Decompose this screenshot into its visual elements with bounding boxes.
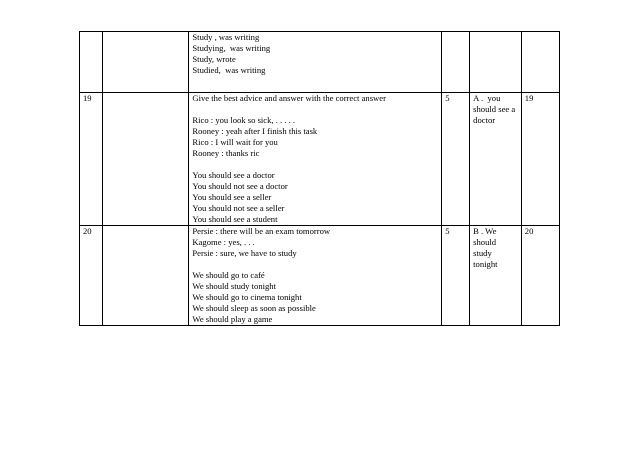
question-line: [192, 104, 439, 115]
dialog-line: Rooney : thanks ric: [192, 148, 260, 158]
dialog-line: Rico : I will wait for you: [192, 137, 278, 147]
answer-key-line: should see a: [473, 104, 516, 114]
answer-key-cell: [470, 32, 522, 93]
score-cell: [442, 32, 470, 93]
answer-option: We should study tonight: [192, 281, 276, 291]
answer-key-cell: [470, 93, 522, 226]
row-number-cell: 20: [80, 226, 103, 326]
question-line: Studied, was writing: [192, 65, 266, 75]
answer-option: You should not see a seller: [192, 203, 285, 213]
score-cell: 5: [442, 93, 470, 226]
question-table: [79, 31, 560, 326]
answer-key-line: A . you: [473, 93, 501, 103]
row-number-right-cell: 19: [521, 93, 559, 226]
dialog-line: Rooney : yeah after I finish this task: [192, 126, 318, 136]
table-row: [80, 93, 560, 226]
answer-option: You should see a doctor: [192, 170, 275, 180]
question-line: [192, 259, 439, 270]
row-number-right-cell: 20: [521, 226, 559, 326]
question-cell: [189, 93, 442, 226]
question-prompt: Give the best advice and answer with the correct answer: [192, 93, 386, 103]
row-number-right-cell: [521, 32, 559, 93]
answer-key-line: study: [473, 248, 492, 258]
blank-cell: [102, 93, 189, 226]
answer-option: We should go to café: [192, 270, 265, 280]
question-cell: [189, 226, 442, 326]
answer-key-line: doctor: [473, 115, 496, 125]
question-line: Study, wrote: [192, 54, 236, 64]
answer-option: You should see a seller: [192, 192, 272, 202]
answer-option: We should play a game: [192, 314, 273, 324]
table-row: [80, 32, 560, 93]
question-line: Studying, was writing: [192, 43, 271, 53]
answer-option: We should sleep as soon as possible: [192, 303, 316, 313]
blank-cell: [102, 226, 189, 326]
answer-option: We should go to cinema tonight: [192, 292, 302, 302]
dialog-line: Persie : there will be an exam tomorrow: [192, 226, 331, 236]
score-cell: 5: [442, 226, 470, 326]
answer-option: You should not see a doctor: [192, 181, 288, 191]
answer-key-line: should: [473, 237, 497, 247]
dialog-line: Rico : you look so sick, . . . . .: [192, 115, 296, 125]
row-number-cell: 19: [80, 93, 103, 226]
answer-option: You should see a student: [192, 214, 278, 224]
answer-key-cell: [470, 226, 522, 326]
answer-key-line: B . We: [473, 226, 497, 236]
row-number-cell: [80, 32, 103, 93]
question-line: [192, 159, 439, 170]
question-cell: [189, 32, 442, 93]
answer-key-line: tonight: [473, 259, 498, 269]
blank-cell: [102, 32, 189, 93]
question-line: Study , was writing: [192, 32, 260, 42]
dialog-line: Kagome : yes, . . .: [192, 237, 255, 247]
table-row: [80, 226, 560, 326]
dialog-line: Persie : sure, we have to study: [192, 248, 297, 258]
